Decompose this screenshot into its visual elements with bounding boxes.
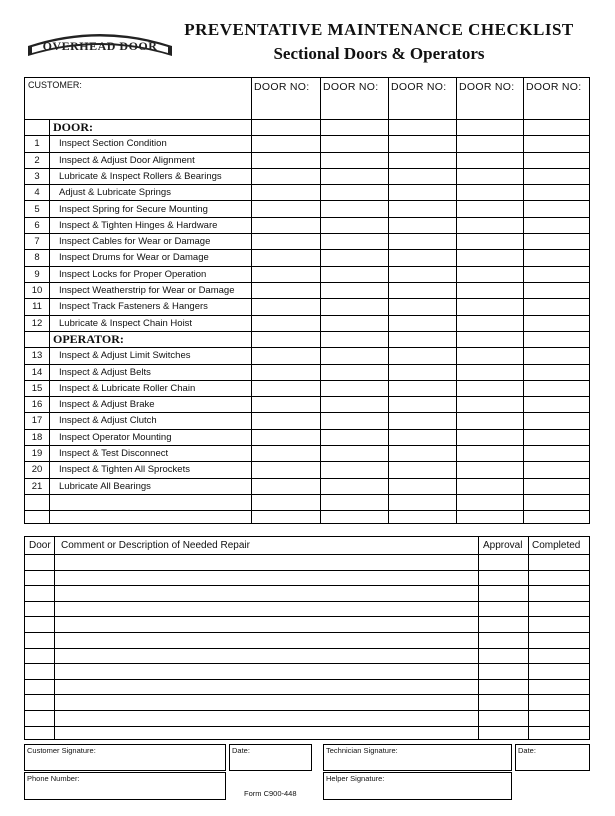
door-check-cell[interactable] — [524, 479, 590, 493]
checklist-row-divider — [25, 510, 589, 511]
door-check-cell[interactable] — [321, 381, 387, 395]
item-number: 15 — [31, 382, 43, 394]
door-check-cell[interactable] — [524, 250, 590, 264]
door-check-cell[interactable] — [457, 169, 522, 183]
door-check-cell[interactable] — [457, 185, 522, 199]
door-check-cell[interactable] — [252, 153, 319, 167]
door-check-cell[interactable] — [321, 153, 387, 167]
door-check-cell[interactable] — [252, 299, 319, 313]
door-check-cell[interactable] — [389, 218, 455, 232]
door-check-cell[interactable] — [524, 348, 590, 362]
door-check-cell[interactable] — [389, 234, 455, 248]
item-number: 13 — [31, 350, 43, 362]
door-check-cell[interactable] — [457, 283, 522, 297]
technician-date-field[interactable] — [515, 744, 590, 771]
item-number: 9 — [34, 268, 40, 280]
item-number: 8 — [34, 252, 40, 264]
door-check-cell[interactable] — [524, 413, 590, 427]
door-check-cell[interactable] — [252, 348, 319, 362]
door-check-cell[interactable] — [389, 381, 455, 395]
comment-entry-field[interactable] — [55, 727, 477, 741]
door-check-cell[interactable] — [457, 446, 522, 460]
door-check-cell[interactable] — [321, 316, 387, 330]
phone-number-label: Phone Number: — [27, 774, 80, 783]
comment-column-divider — [478, 537, 479, 739]
checklist-item-label: Inspect & Adjust Belts — [59, 366, 151, 378]
item-number: 1 — [34, 138, 40, 150]
door-check-cell[interactable] — [252, 413, 319, 427]
door-check-cell[interactable] — [457, 430, 522, 444]
door-check-cell[interactable] — [457, 479, 522, 493]
door-check-cell[interactable] — [321, 446, 387, 460]
checklist-item-label: Inspect & Adjust Door Alignment — [59, 154, 195, 166]
completed-column-header: Completed — [532, 540, 581, 551]
comment-entry-field[interactable] — [55, 711, 477, 725]
door-check-cell[interactable] — [389, 267, 455, 281]
door-check-cell[interactable] — [252, 316, 319, 330]
page-title: PREVENTATIVE MAINTENANCE CHECKLIST — [184, 20, 574, 39]
approval-column-header: Approval — [483, 540, 523, 551]
door-check-cell[interactable] — [457, 397, 522, 411]
door-check-cell[interactable] — [389, 365, 455, 379]
item-number: 4 — [34, 187, 40, 199]
comment-entry-field[interactable] — [55, 649, 477, 663]
door-check-cell[interactable] — [389, 185, 455, 199]
door-check-cell[interactable] — [321, 283, 387, 297]
door-number-header: DOOR NO: — [323, 81, 379, 93]
door-check-cell[interactable] — [321, 413, 387, 427]
door-check-cell[interactable] — [321, 250, 387, 264]
door-check-cell[interactable] — [389, 316, 455, 330]
door-check-cell[interactable] — [524, 153, 590, 167]
item-number: 16 — [31, 399, 43, 411]
door-check-cell[interactable] — [252, 202, 319, 216]
door-check-cell[interactable] — [524, 185, 590, 199]
checklist-item-label: Inspect Weatherstrip for Wear or Damage — [59, 285, 235, 296]
door-number-header: DOOR NO: — [526, 81, 582, 93]
door-check-cell[interactable] — [457, 136, 522, 150]
door-check-cell[interactable] — [524, 234, 590, 248]
door-check-cell[interactable] — [524, 136, 590, 150]
door-check-cell[interactable] — [252, 136, 319, 150]
header-row-divider — [25, 119, 589, 120]
door-check-cell[interactable] — [524, 218, 590, 232]
door-check-cell[interactable] — [252, 267, 319, 281]
door-check-cell[interactable] — [389, 397, 455, 411]
door-section-title: DOOR: — [53, 120, 93, 134]
checklist-item-label: Inspect Cables for Wear or Damage — [59, 236, 211, 248]
door-check-cell[interactable] — [457, 299, 522, 313]
door-check-cell[interactable] — [389, 136, 455, 150]
customer-date-label: Date: — [232, 746, 250, 755]
phone-number-field[interactable] — [24, 772, 226, 800]
comment-entry-field[interactable] — [55, 586, 477, 600]
door-number-header: DOOR NO: — [254, 81, 310, 93]
door-check-cell[interactable] — [321, 365, 387, 379]
item-number: 10 — [31, 285, 43, 296]
checklist-item-label: Lubricate & Inspect Rollers & Bearings — [59, 170, 222, 182]
customer-signature-field[interactable] — [24, 744, 226, 771]
door-check-cell[interactable] — [524, 462, 590, 476]
door-check-cell[interactable] — [524, 365, 590, 379]
item-number: 11 — [32, 301, 42, 313]
overhead-door-logo — [26, 26, 174, 60]
helper-signature-field[interactable] — [323, 772, 512, 800]
door-check-cell[interactable] — [252, 169, 319, 183]
technician-signature-label: Technician Signature: — [326, 746, 398, 755]
door-check-cell[interactable] — [524, 283, 590, 297]
checklist-item-label: Inspect & Adjust Clutch — [59, 415, 157, 427]
door-check-cell[interactable] — [321, 348, 387, 362]
door-check-cell[interactable] — [389, 283, 455, 297]
door-check-cell[interactable] — [457, 153, 522, 167]
checklist-item-label: Inspect Spring for Secure Mounting — [59, 203, 208, 215]
door-check-cell[interactable] — [389, 430, 455, 444]
door-check-cell[interactable] — [321, 218, 387, 232]
door-check-cell[interactable] — [252, 250, 319, 264]
door-check-cell[interactable] — [389, 202, 455, 216]
door-check-cell[interactable] — [252, 218, 319, 232]
door-check-cell[interactable] — [524, 446, 590, 460]
item-number: 6 — [34, 219, 40, 231]
item-number: 12 — [31, 317, 43, 329]
door-check-cell[interactable] — [321, 462, 387, 476]
checklist-item-label: Inspect Locks for Proper Operation — [59, 268, 207, 280]
door-check-cell[interactable] — [457, 250, 522, 264]
checklist-table — [24, 77, 590, 524]
door-check-cell[interactable] — [457, 462, 522, 476]
technician-date-label: Date: — [518, 746, 536, 755]
door-check-cell[interactable] — [389, 299, 455, 313]
customer-date-field[interactable] — [229, 744, 312, 771]
description-column-header: Comment or Description of Needed Repair — [61, 540, 250, 551]
door-check-cell[interactable] — [252, 365, 319, 379]
door-check-cell[interactable] — [321, 136, 387, 150]
page-subtitle: Sectional Doors & Operators — [273, 44, 485, 63]
door-check-cell[interactable] — [457, 365, 522, 379]
item-number: 21 — [31, 480, 43, 492]
door-check-cell[interactable] — [321, 267, 387, 281]
checklist-item-label: Inspect & Adjust Brake — [59, 399, 155, 411]
checklist-item-label: Inspect Operator Mounting — [59, 431, 172, 443]
item-number: 3 — [34, 170, 40, 182]
door-check-cell[interactable] — [524, 430, 590, 444]
checklist-item-label: Lubricate & Inspect Chain Hoist — [59, 317, 193, 329]
checklist-item-label: Inspect & Lubricate Roller Chain — [59, 382, 196, 394]
number-column-divider — [49, 119, 50, 523]
checklist-item-label: Inspect Section Condition — [59, 138, 167, 150]
checklist-item-label: Inspect & Tighten Hinges & Hardware — [59, 219, 218, 231]
customer-signature-label: Customer Signature: — [27, 746, 96, 755]
door-check-cell[interactable] — [457, 234, 522, 248]
door-check-cell[interactable] — [389, 462, 455, 476]
comment-entry-field[interactable] — [55, 617, 477, 631]
door-check-cell[interactable] — [321, 234, 387, 248]
item-number: 5 — [34, 203, 40, 215]
door-check-cell[interactable] — [524, 202, 590, 216]
door-check-cell[interactable] — [252, 283, 319, 297]
item-number: 19 — [31, 448, 43, 459]
item-number: 2 — [34, 154, 40, 166]
comment-entry-field[interactable] — [55, 633, 477, 647]
door-check-cell[interactable] — [524, 299, 590, 313]
door-check-cell[interactable] — [524, 381, 590, 395]
door-check-cell[interactable] — [321, 185, 387, 199]
door-check-cell[interactable] — [457, 381, 522, 395]
door-check-cell[interactable] — [524, 267, 590, 281]
door-check-cell[interactable] — [252, 430, 319, 444]
checklist-item-label: Lubricate All Bearings — [59, 480, 151, 492]
door-check-cell[interactable] — [252, 462, 319, 476]
item-number: 20 — [31, 464, 43, 476]
door-check-cell[interactable] — [321, 430, 387, 444]
door-check-cell[interactable] — [252, 446, 319, 460]
door-check-cell[interactable] — [524, 397, 590, 411]
checklist-item-label: Inspect Track Fasteners & Hangers — [59, 301, 208, 313]
door-column-header: Door — [29, 540, 51, 551]
door-check-cell[interactable] — [321, 169, 387, 183]
door-check-cell[interactable] — [389, 169, 455, 183]
door-number-header: DOOR NO: — [459, 81, 515, 93]
door-check-cell[interactable] — [389, 479, 455, 493]
checklist-item-label: Inspect Drums for Wear or Damage — [59, 252, 209, 264]
checklist-item-label: Inspect & Test Disconnect — [59, 448, 169, 459]
door-check-cell[interactable] — [457, 316, 522, 330]
door-check-cell[interactable] — [524, 169, 590, 183]
door-check-cell[interactable] — [389, 413, 455, 427]
door-check-cell[interactable] — [389, 446, 455, 460]
door-check-cell[interactable] — [321, 397, 387, 411]
door-check-cell[interactable] — [321, 202, 387, 216]
logo-text: OVERHEAD DOOR — [42, 39, 158, 53]
comment-column-divider — [528, 537, 529, 739]
repair-comments-table — [24, 536, 590, 740]
comment-entry-field[interactable] — [55, 664, 477, 678]
door-check-cell[interactable] — [252, 234, 319, 248]
item-number: 17 — [31, 415, 43, 427]
door-check-cell[interactable] — [457, 202, 522, 216]
door-check-cell[interactable] — [252, 479, 319, 493]
door-check-cell[interactable] — [457, 218, 522, 232]
door-check-cell[interactable] — [524, 316, 590, 330]
door-check-cell[interactable] — [321, 479, 387, 493]
customer-label: CUSTOMER: — [28, 80, 82, 90]
door-number-header: DOOR NO: — [391, 81, 447, 93]
door-check-cell[interactable] — [321, 299, 387, 313]
comment-entry-field[interactable] — [55, 555, 477, 569]
checklist-item-label: Inspect & Adjust Limit Switches — [59, 350, 191, 362]
door-check-cell[interactable] — [252, 185, 319, 199]
door-check-cell[interactable] — [457, 348, 522, 362]
helper-signature-label: Helper Signature: — [326, 774, 385, 783]
checklist-row-divider — [25, 494, 589, 495]
door-check-cell[interactable] — [252, 397, 319, 411]
form-number: Form C900-448 — [244, 789, 297, 798]
comment-entry-field[interactable] — [55, 680, 477, 694]
door-check-cell[interactable] — [457, 267, 522, 281]
comment-entry-field[interactable] — [55, 602, 477, 616]
door-check-cell[interactable] — [457, 413, 522, 427]
comment-entry-field[interactable] — [55, 571, 477, 585]
door-check-cell[interactable] — [389, 348, 455, 362]
door-check-cell[interactable] — [252, 381, 319, 395]
item-number: 18 — [31, 431, 43, 443]
technician-signature-field[interactable] — [323, 744, 512, 771]
door-check-cell[interactable] — [389, 153, 455, 167]
item-number: 14 — [31, 366, 43, 378]
operator-section-title: OPERATOR: — [53, 331, 124, 346]
comment-entry-field[interactable] — [55, 695, 477, 709]
item-number: 7 — [34, 236, 40, 248]
door-check-cell[interactable] — [389, 250, 455, 264]
checklist-item-label: Inspect & Tighten All Sprockets — [59, 464, 190, 476]
checklist-item-label: Adjust & Lubricate Springs — [59, 187, 171, 199]
